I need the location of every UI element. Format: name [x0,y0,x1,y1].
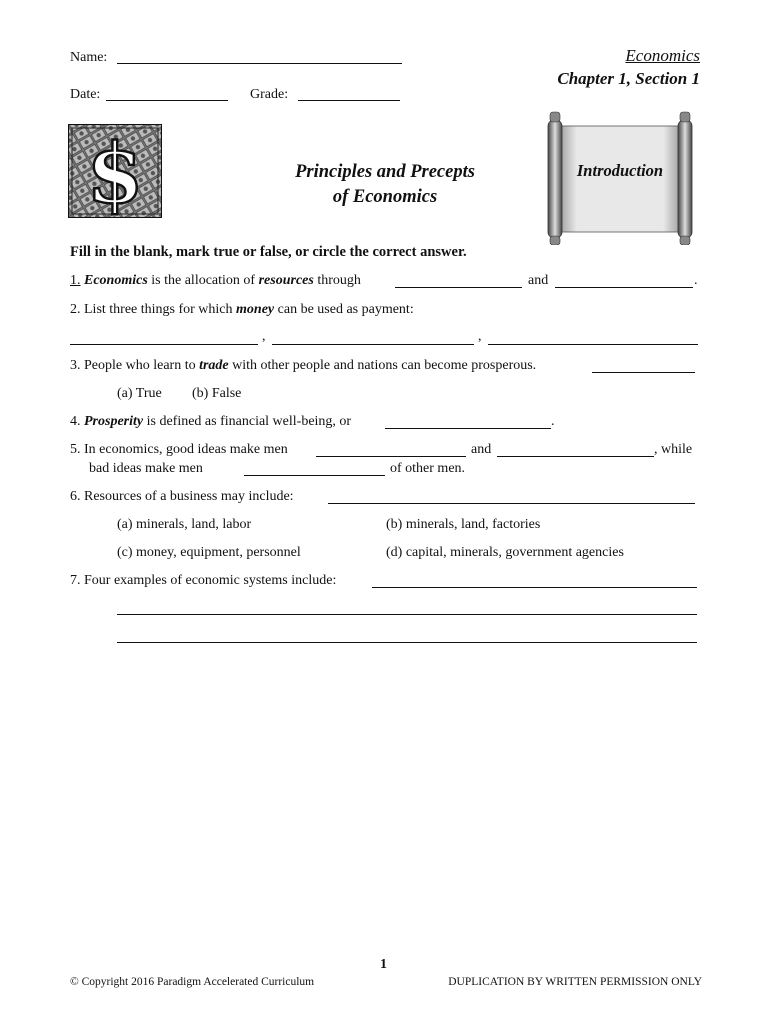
q5-and: and [471,442,492,457]
title-line-1: Principles and Precepts [295,162,475,182]
q1-text-2: through [313,273,361,288]
subject-label: Economics [625,46,700,65]
question-2 [70,302,414,318]
q3-option-a[interactable]: (a) True [117,386,162,401]
q2-term-money: money [236,302,275,317]
q2-blank-3[interactable] [488,344,698,345]
q7-blank-2[interactable] [117,614,697,615]
q6-option-a[interactable]: (a) minerals, land, labor [117,517,252,532]
q3-number: 3. [70,358,81,373]
q3-text: People who learn to [84,358,200,373]
question-1 [70,273,361,289]
q4-number: 4. [70,414,81,429]
q6-blank[interactable] [328,503,695,504]
q5-blank-2[interactable] [497,456,654,457]
q2-blank-2[interactable] [272,344,474,345]
question-6 [70,489,294,505]
q3-blank[interactable] [592,372,695,373]
q1-term-economics: Economics [84,273,148,288]
q2-text-2: can be used as payment: [274,302,414,317]
q3-term-trade: trade [199,358,229,373]
question-5 [70,442,288,458]
dollar-sign-image [68,124,162,218]
q2-comma-1: , [262,329,266,344]
q2-comma-2: , [478,329,482,344]
q1-and: and [528,273,549,288]
q5-text: In economics, good ideas make men [84,442,288,457]
q5-blank-3[interactable] [244,475,385,476]
q5-number: 5. [70,442,81,457]
chapter-label: Chapter 1, Section 1 [557,69,700,88]
q6-number: 6. [70,489,81,504]
q4-term-prosperity: Prosperity [84,414,144,429]
q5-text-3: of other men. [390,461,466,476]
name-label: Name: [70,50,108,65]
q1-number: 1. [70,273,81,288]
instructions: Fill in the blank, mark true or false, or circle the correct answer. [70,244,467,260]
q1-blank-1[interactable] [395,287,522,288]
q1-text: is the allocation of [147,273,259,288]
q5-blank-1[interactable] [316,456,466,457]
svg-text:$: $ [86,126,144,218]
name-field[interactable] [117,63,402,64]
q1-period: . [694,273,698,288]
q2-text: List three things for which [84,302,237,317]
q4-period: . [551,414,555,429]
q7-blank-1[interactable] [372,587,697,588]
q5-while: , while [654,442,693,457]
q3-option-b[interactable]: (b) False [192,386,242,401]
permission-text: DUPLICATION BY WRITTEN PERMISSION ONLY [448,976,702,988]
question-4 [70,414,351,430]
scroll-label: Introduction [576,161,664,180]
title-line-2: of Economics [332,187,438,207]
q7-number: 7. [70,573,81,588]
question-3 [70,358,536,374]
grade-field[interactable] [298,100,400,101]
q6-text: Resources of a business may include: [84,489,294,504]
q6-option-b[interactable]: (b) minerals, land, factories [386,517,541,532]
page-number: 1 [380,957,387,972]
grade-label: Grade: [250,87,289,102]
question-7 [70,573,336,589]
q4-text: is defined as financial well-being, or [143,414,352,429]
q2-blank-1[interactable] [70,344,258,345]
q1-term-resources: resources [258,273,314,288]
date-field[interactable] [106,100,228,101]
q2-number: 2. [70,302,81,317]
page-title [250,160,520,210]
q5-text-2: bad ideas make men [89,461,203,476]
copyright-text: © Copyright 2016 Paradigm Accelerated Curriculum [70,976,315,988]
q7-blank-3[interactable] [117,642,697,643]
q3-text-2: with other people and nations can become prosperous. [228,358,537,373]
q7-text: Four examples of economic systems include: [84,573,337,588]
scroll-banner [540,110,700,245]
q4-blank[interactable] [385,428,551,429]
q6-option-d[interactable]: (d) capital, minerals, government agencies [386,545,624,560]
q1-blank-2[interactable] [555,287,693,288]
q6-option-c[interactable]: (c) money, equipment, personnel [117,545,301,560]
date-label: Date: [70,87,101,102]
